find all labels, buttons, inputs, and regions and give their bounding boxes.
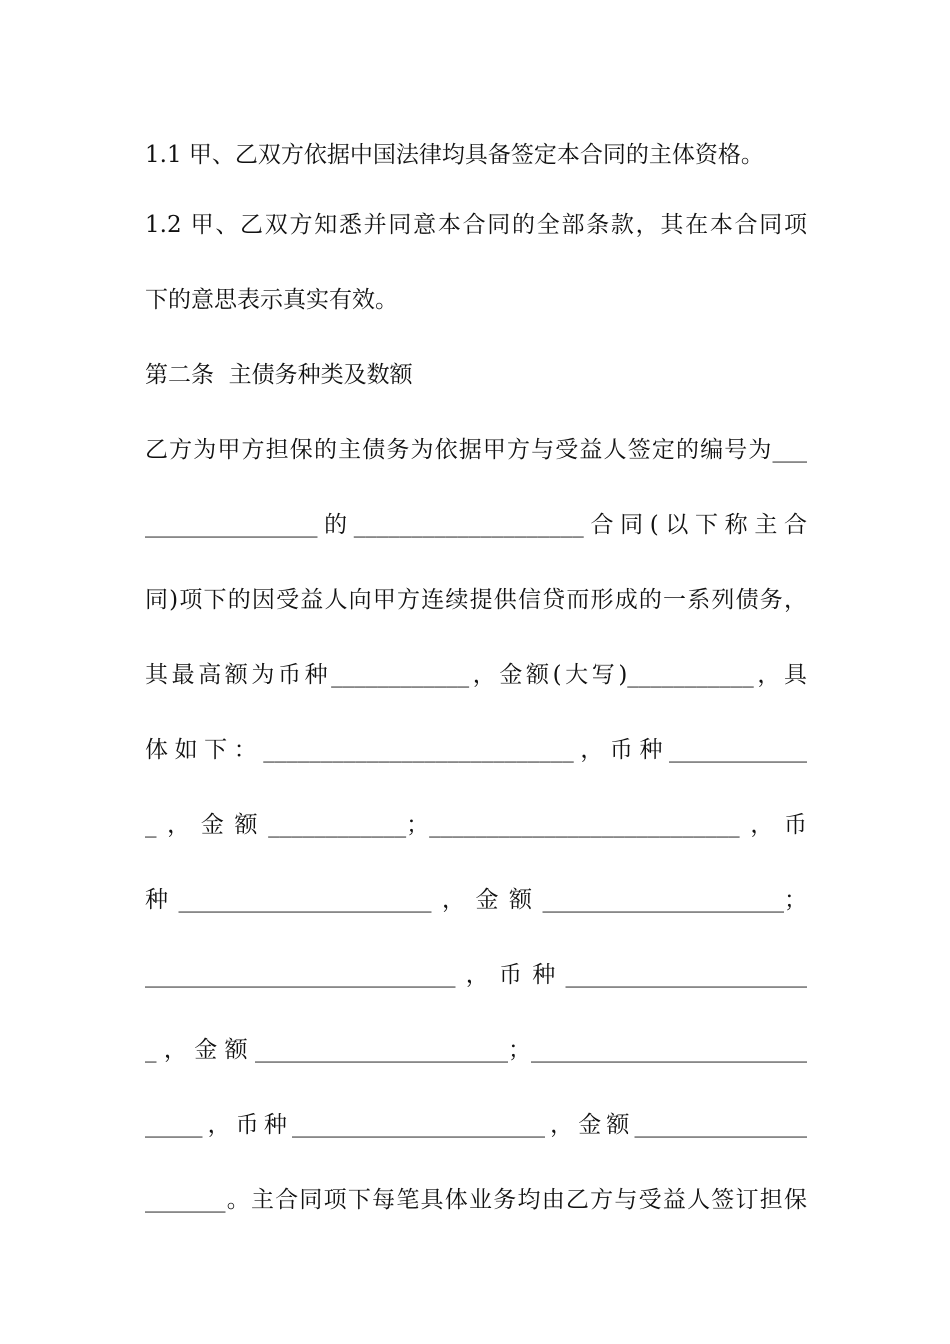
- article-2-heading: 第二条 主债务种类及数额: [145, 362, 413, 388]
- article-2-line-6: _，金额____________；___________________________，币: [145, 812, 807, 838]
- article-2-line-9: _，金额______________________；________________________: [145, 1037, 807, 1063]
- article-2-line-10: _____，币种______________________，金额_______________: [145, 1112, 807, 1138]
- article-2-line-4: 其最高额为币种____________，金额(大写)___________，具: [145, 662, 807, 688]
- clause-1-2-line-1: 1.2 甲、乙双方知悉并同意本合同的全部条款，其在本合同项: [145, 212, 807, 238]
- article-2-line-8: ___________________________，币种_____________________: [145, 962, 807, 988]
- clause-1-1: 1.1 甲、乙双方依据中国法律均具备签定本合同的主体资格。: [145, 142, 764, 168]
- article-2-line-11: _______。主合同项下每笔具体业务均由乙方与受益人签订担保: [145, 1187, 807, 1213]
- clause-1-2-line-2: 下的意思表示真实有效。: [145, 287, 398, 313]
- article-2-line-3: 同)项下的因受益人向甲方连续提供信贷而形成的一系列债务，: [145, 587, 807, 613]
- article-2-line-7: 种______________________，金额_____________________；: [145, 887, 807, 913]
- article-2-line-2: _______________的____________________合同(以下称主合: [145, 512, 807, 538]
- article-2-line-5: 体如下：___________________________，币种____________: [145, 737, 807, 763]
- article-2-line-1: 乙方为甲方担保的主债务为依据甲方与受益人签定的编号为___: [145, 437, 807, 463]
